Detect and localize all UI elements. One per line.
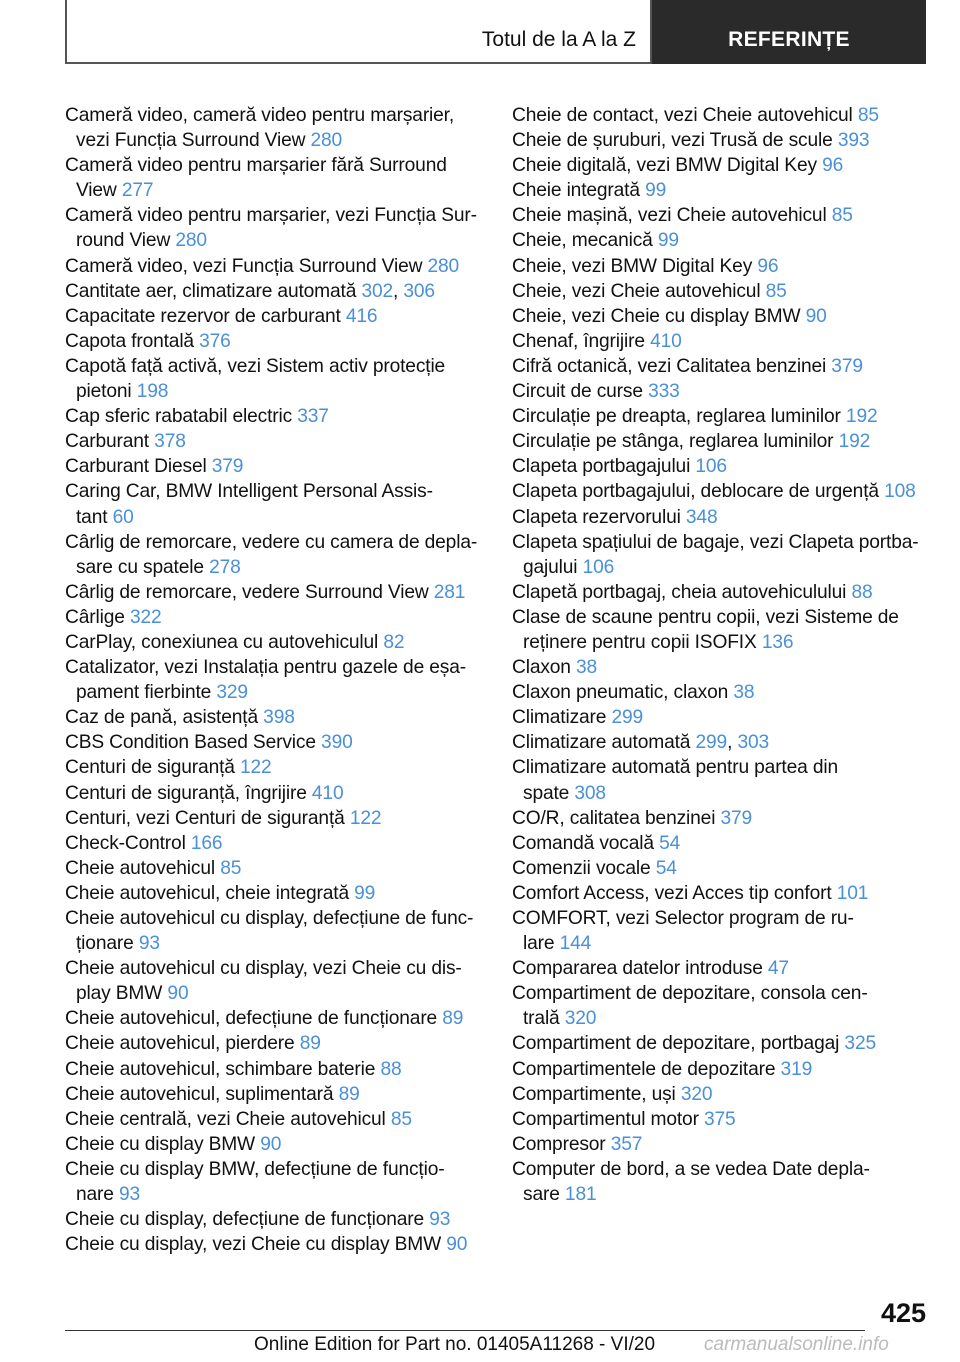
page-reference-link[interactable]: 299 xyxy=(611,707,644,729)
page-reference-link[interactable]: 299 xyxy=(695,732,728,754)
index-term: COMFORT, vezi Selector program de ru‐ xyxy=(512,908,854,929)
index-entry xyxy=(65,1057,485,1082)
index-term: tant xyxy=(76,506,108,528)
page-reference-link[interactable]: 90 xyxy=(260,1133,282,1155)
index-entry xyxy=(65,956,485,1006)
page-reference-link[interactable]: 398 xyxy=(263,707,295,729)
page-reference-link[interactable]: 106 xyxy=(695,456,727,478)
page-reference-link[interactable]: 379 xyxy=(211,456,244,478)
index-term: Cârlig de remorcare, vedere Surround View xyxy=(65,581,429,603)
index-term: Capotă față activă, vezi Sistem activ protecție xyxy=(65,355,446,377)
index-term: Cheie de șuruburi, vezi Trusă de scule xyxy=(512,130,833,152)
index-entry xyxy=(512,1107,932,1132)
index-term: Compartimentele de depozitare xyxy=(512,1058,776,1080)
page-reference-link[interactable]: 192 xyxy=(845,406,878,428)
page-reference-link[interactable]: 85 xyxy=(390,1108,412,1130)
page-reference-link[interactable]: 181 xyxy=(564,1184,597,1206)
page-reference-link[interactable]: 416 xyxy=(345,305,378,327)
page-reference-link[interactable]: 99 xyxy=(657,230,679,252)
index-term: nare xyxy=(76,1184,114,1206)
index-term: Climatizare xyxy=(512,707,607,729)
index-entry xyxy=(65,580,485,605)
index-entry xyxy=(512,831,932,856)
page-reference-link[interactable]: 90 xyxy=(805,305,827,327)
index-term: Comenzii vocale xyxy=(512,857,651,879)
page-reference-link[interactable]: 85 xyxy=(220,857,242,879)
page-reference-link[interactable]: 90 xyxy=(167,983,189,1005)
index-entry xyxy=(65,203,485,253)
index-term: Centuri de siguranță xyxy=(65,757,235,779)
page-reference-link[interactable]: 320 xyxy=(680,1083,713,1105)
index-term: Cheie autovehicul xyxy=(65,857,215,879)
index-term: Cheie cu display, defecțiune de funcționare xyxy=(65,1209,425,1231)
index-term: Cheie autovehicul, defecțiune de funcționare xyxy=(65,1008,438,1030)
index-term: Computer de bord, a se vedea Date depla‐ xyxy=(512,1158,870,1180)
index-term: Cheie autovehicul, suplimentară xyxy=(65,1083,334,1105)
page-reference-link[interactable]: 99 xyxy=(645,180,667,202)
index-entry xyxy=(512,1157,932,1207)
page-reference-link[interactable]: 376 xyxy=(199,330,231,352)
page-reference-link[interactable]: 96 xyxy=(822,155,844,177)
page-reference-link[interactable]: 93 xyxy=(119,1184,141,1206)
page-reference-link[interactable]: 88 xyxy=(380,1058,402,1080)
page-reference-link[interactable]: 329 xyxy=(216,682,248,704)
index-entry xyxy=(65,404,485,429)
index-term: reținere pentru copii ISOFIX xyxy=(523,631,757,653)
page-reference-link[interactable]: 89 xyxy=(442,1008,464,1030)
index-entry xyxy=(65,781,485,806)
page-reference-link[interactable]: 337 xyxy=(297,406,329,428)
chapter-tab xyxy=(652,0,926,64)
index-term: CarPlay, conexiunea cu autovehiculul xyxy=(65,631,379,653)
index-term: Caz de pană, asistență xyxy=(65,707,258,729)
index-term: Cheie cu display, vezi Cheie cu display BMW xyxy=(65,1234,442,1256)
index-entry xyxy=(65,103,485,153)
index-term: Claxon xyxy=(512,657,571,679)
index-entry xyxy=(512,806,932,831)
index-term: gajului xyxy=(523,556,578,578)
index-entry xyxy=(65,755,485,780)
page-reference-link[interactable]: 379 xyxy=(831,355,863,377)
index-entry xyxy=(65,1031,485,1056)
index-entry xyxy=(512,1132,932,1157)
index-term: Compartimente, uși xyxy=(512,1083,676,1105)
index-term: Cantitate aer, climatizare automată xyxy=(65,280,357,302)
index-term: Compararea datelor introduse xyxy=(512,958,763,980)
page-reference-link[interactable]: 85 xyxy=(765,280,787,302)
index-term: Centuri, vezi Centuri de siguranță xyxy=(65,807,345,829)
index-term: Cheie autovehicul cu display, defecțiune de func‐ xyxy=(65,908,474,929)
index-entry: Climatizare automată 299, 303 xyxy=(512,732,770,754)
index-entry xyxy=(512,354,932,379)
index-term: Clapetă portbagaj, cheia autovehiculului xyxy=(512,581,847,603)
index-entry xyxy=(512,279,932,304)
index-entry xyxy=(65,1006,485,1031)
index-term: pietoni xyxy=(76,381,132,403)
index-column-left xyxy=(65,103,485,1257)
index-term: Cameră video, vezi Funcția Surround View xyxy=(65,255,423,277)
index-term: Cheie centrală, vezi Cheie autovehicul xyxy=(65,1108,386,1130)
index-column-right xyxy=(512,103,932,1207)
index-entry xyxy=(512,454,932,479)
page-reference-link[interactable]: 281 xyxy=(433,581,466,603)
index-term: Claxon pneumatic, claxon xyxy=(512,682,729,704)
index-entry xyxy=(65,1107,485,1132)
index-term: Capacitate rezervor de carburant xyxy=(65,305,341,327)
page-reference-link[interactable]: 320 xyxy=(564,1008,597,1030)
page-reference-link[interactable]: 280 xyxy=(310,130,343,152)
index-term: Clase de scaune pentru copii, vezi Sisteme de xyxy=(512,606,899,628)
index-term: Compartiment de depozitare, consola cen‐ xyxy=(512,983,868,1005)
index-term: CO/R, calitatea benzinei xyxy=(512,807,716,829)
page-reference-link[interactable]: 106 xyxy=(582,556,615,578)
index-term: Circulație pe stânga, reglarea luminilor xyxy=(512,431,834,453)
page-reference-link[interactable]: 47 xyxy=(767,958,789,980)
index-entry xyxy=(512,856,932,881)
index-term: Cheie mașină, vezi Cheie autovehicul xyxy=(512,205,827,227)
index-term: Circuit de curse xyxy=(512,381,643,403)
index-term: Cameră video pentru marșarier, vezi Funcția Sur‐ xyxy=(65,205,477,227)
page-reference-link[interactable]: 38 xyxy=(733,682,755,704)
index-entry xyxy=(65,454,485,479)
index-term: Capota frontală xyxy=(65,330,194,352)
index-term: sare xyxy=(523,1184,560,1206)
page-reference-link[interactable]: 303 xyxy=(737,732,770,754)
index-term: Climatizare automată pentru partea din xyxy=(512,757,838,779)
index-term: Caring Car, BMW Intelligent Personal Assis‐ xyxy=(65,481,433,503)
page-reference-link[interactable]: 93 xyxy=(429,1209,451,1231)
page-reference-link[interactable]: 101 xyxy=(836,882,869,904)
index-term: View xyxy=(76,180,117,202)
index-term: Comfort Access, vezi Acces tip confort xyxy=(512,882,832,904)
page-reference-link[interactable]: 99 xyxy=(354,882,376,904)
index-entry xyxy=(65,881,485,906)
index-term: sare cu spatele xyxy=(76,556,204,578)
section-title: Totul de la A la Z xyxy=(481,28,636,51)
index-term: Clapeta portbagajului xyxy=(512,456,691,478)
index-entry xyxy=(512,1057,932,1082)
page-reference-link[interactable]: 90 xyxy=(446,1234,468,1256)
index-entry xyxy=(65,655,485,705)
page-reference-link[interactable]: 166 xyxy=(190,832,223,854)
index-entry xyxy=(512,906,932,956)
index-term: Centuri de siguranță, îngrijire xyxy=(65,782,307,804)
index-term: lare xyxy=(523,933,555,955)
page-reference-link[interactable]: 89 xyxy=(299,1033,321,1055)
index-entry xyxy=(512,705,932,730)
index-term: Cheie integrată xyxy=(512,180,640,202)
page-reference-link[interactable]: 122 xyxy=(239,757,272,779)
page-reference-link[interactable]: 348 xyxy=(685,506,718,528)
watermark: carmanualsonline.info xyxy=(700,1334,889,1356)
index-term: Cheie, vezi Cheie autovehicul xyxy=(512,280,761,302)
index-term: Cârlige xyxy=(65,606,125,628)
page-reference-link[interactable]: 280 xyxy=(175,230,207,252)
index-entry xyxy=(512,1082,932,1107)
page-reference-link[interactable]: 280 xyxy=(427,255,460,277)
index-term: Cheie autovehicul, pierdere xyxy=(65,1033,295,1055)
page-header xyxy=(65,0,926,64)
index-term: Cameră video pentru marșarier fără Surround xyxy=(65,155,447,177)
index-term: Cârlig de remorcare, vedere cu camera de depla‐ xyxy=(65,531,478,553)
index-entry xyxy=(65,354,485,404)
page-number: 425 xyxy=(880,1298,926,1328)
index-term: Carburant xyxy=(65,431,149,453)
index-entry xyxy=(512,404,932,429)
index-term: Clapeta portbagajului, deblocare de urgență xyxy=(512,481,879,503)
index-term: Cheie autovehicul, cheie integrată xyxy=(65,882,349,904)
index-term: Chenaf, îngrijire xyxy=(512,330,645,352)
index-term: ționare xyxy=(76,933,134,955)
index-entry xyxy=(512,605,932,655)
index-entry xyxy=(512,178,932,203)
page-reference-link[interactable]: 308 xyxy=(574,782,606,804)
index-entry xyxy=(65,304,485,329)
page-reference-link[interactable]: 38 xyxy=(576,657,598,679)
index-term: Climatizare automată xyxy=(512,732,691,754)
page-reference-link[interactable]: 96 xyxy=(757,255,779,277)
index-entry xyxy=(512,254,932,279)
index-entry xyxy=(65,856,485,881)
index-term: Check-Control xyxy=(65,832,186,854)
index-entry xyxy=(512,1031,932,1056)
page-reference-link[interactable]: 410 xyxy=(650,330,682,352)
index-entry xyxy=(512,530,932,580)
index-entry xyxy=(512,128,932,153)
page-reference-link[interactable]: 144 xyxy=(559,933,592,955)
page-reference-link[interactable]: 82 xyxy=(383,631,405,653)
index-term: Cheie cu display BMW, defecțiune de funcțio‐ xyxy=(65,1158,445,1180)
index-entry xyxy=(512,505,932,530)
page-reference-link[interactable]: 325 xyxy=(844,1033,876,1055)
index-entry xyxy=(65,705,485,730)
index-entry xyxy=(65,329,485,354)
index-term: Cheie, vezi BMW Digital Key xyxy=(512,255,753,277)
page-reference-link[interactable]: 390 xyxy=(321,732,353,754)
index-entry xyxy=(512,479,932,504)
page-reference-link[interactable]: 302 xyxy=(361,280,394,302)
index-term: spate xyxy=(523,782,570,804)
index-entry xyxy=(512,881,932,906)
index-entry xyxy=(65,1082,485,1107)
page-reference-link[interactable]: 198 xyxy=(136,381,169,403)
page-reference-link[interactable]: 108 xyxy=(884,481,916,503)
page-reference-link[interactable]: 306 xyxy=(403,280,435,302)
index-term: play BMW xyxy=(76,983,163,1005)
index-term: vezi Funcția Surround View xyxy=(76,130,306,152)
index-term: Circulație pe dreapta, reglarea luminilor xyxy=(512,406,841,428)
index-entry xyxy=(512,981,932,1031)
index-term: CBS Condition Based Service xyxy=(65,732,316,754)
index-term: pament fierbinte xyxy=(76,682,212,704)
index-entry xyxy=(65,530,485,580)
index-entry xyxy=(65,1132,485,1157)
index-entry xyxy=(65,153,485,203)
section-tab xyxy=(65,0,652,64)
page-reference-link[interactable]: 333 xyxy=(648,381,680,403)
index-term: Cheie digitală, vezi BMW Digital Key xyxy=(512,155,817,177)
page-reference-link[interactable]: 93 xyxy=(138,933,160,955)
page-reference-link[interactable]: 85 xyxy=(857,105,879,126)
index-entry xyxy=(65,806,485,831)
footer-divider xyxy=(65,1330,865,1331)
page-reference-link[interactable]: 85 xyxy=(831,205,853,227)
index-entry xyxy=(512,329,932,354)
index-entry xyxy=(65,630,485,655)
page-reference-link[interactable]: 54 xyxy=(655,857,677,879)
page-reference-link[interactable]: 319 xyxy=(780,1058,813,1080)
index-entry xyxy=(512,379,932,404)
footer-edition: Online Edition for Part no. 01405A11268 - VI/20 xyxy=(254,1334,656,1355)
index-term: Cameră video, cameră video pentru marșarier, xyxy=(65,105,455,126)
index-entry xyxy=(512,755,932,805)
index-entry xyxy=(512,153,932,178)
index-term: Clapeta spațiului de bagaje, vezi Clapeta portba‐ xyxy=(512,531,919,553)
index-entry xyxy=(512,580,932,605)
index-term: Cheie autovehicul, schimbare baterie xyxy=(65,1058,376,1080)
index-term: Compresor xyxy=(512,1133,606,1155)
index-term: Cheie, mecanică xyxy=(512,230,653,252)
index-entry xyxy=(65,1232,485,1257)
page-reference-link[interactable]: 122 xyxy=(349,807,382,829)
index-term: Clapeta rezervorului xyxy=(512,506,681,528)
index-term: Cap sferic rabatabil electric xyxy=(65,406,293,428)
index-term: Cheie cu display BMW xyxy=(65,1133,256,1155)
index-term: Catalizator, vezi Instalația pentru gazele de eșa‐ xyxy=(65,657,467,679)
index-entry xyxy=(65,429,485,454)
index-entry xyxy=(65,730,485,755)
index-entry xyxy=(512,429,932,454)
index-term: Cifră octanică, vezi Calitatea benzinei xyxy=(512,355,827,377)
index-term: Compartimentul motor xyxy=(512,1108,699,1130)
index-entry xyxy=(512,956,932,981)
index-entry: Cantitate aer, climatizare automată 302, 306 xyxy=(65,280,435,302)
page-reference-link[interactable]: 192 xyxy=(838,431,871,453)
page-reference-link[interactable]: 277 xyxy=(121,180,154,202)
index-entry xyxy=(65,1207,485,1232)
index-entry xyxy=(512,203,932,228)
page-reference-link[interactable]: 54 xyxy=(659,832,681,854)
index-entry xyxy=(512,680,932,705)
index-term: Cheie autovehicul cu display, vezi Cheie cu dis‐ xyxy=(65,958,462,980)
page-reference-link[interactable]: 136 xyxy=(761,631,794,653)
page-reference-link[interactable]: 410 xyxy=(311,782,344,804)
index-entry xyxy=(512,304,932,329)
page-reference-link[interactable]: 88 xyxy=(851,581,873,603)
index-term: Comandă vocală xyxy=(512,832,654,854)
page-reference-link[interactable]: 393 xyxy=(837,130,870,152)
chapter-title: REFERINȚE xyxy=(728,28,850,51)
index-term: Cheie de contact, vezi Cheie autovehicul xyxy=(512,105,853,126)
index-term: Carburant Diesel xyxy=(65,456,207,478)
index-entry xyxy=(65,254,485,279)
index-entry xyxy=(65,1157,485,1207)
page-reference-link[interactable]: 89 xyxy=(338,1083,360,1105)
page-reference-link[interactable]: 60 xyxy=(112,506,134,528)
index-term: round View xyxy=(76,230,171,252)
index-entry xyxy=(65,605,485,630)
index-term: trală xyxy=(523,1008,560,1030)
page-reference-link[interactable]: 278 xyxy=(209,556,241,578)
page-reference-link[interactable]: 375 xyxy=(704,1108,736,1130)
index-term: Cheie, vezi Cheie cu display BMW xyxy=(512,305,801,327)
page-reference-link[interactable]: 378 xyxy=(154,431,186,453)
page-reference-link[interactable]: 357 xyxy=(610,1133,643,1155)
index-entry xyxy=(512,228,932,253)
index-entry xyxy=(65,906,485,956)
index-entry xyxy=(65,479,485,529)
index-entry xyxy=(65,831,485,856)
page-reference-link[interactable]: 322 xyxy=(129,606,162,628)
index-entry xyxy=(512,103,932,128)
index-term: Compartiment de depozitare, portbagaj xyxy=(512,1033,840,1055)
page-reference-link[interactable]: 379 xyxy=(720,807,753,829)
index-entry xyxy=(512,655,932,680)
